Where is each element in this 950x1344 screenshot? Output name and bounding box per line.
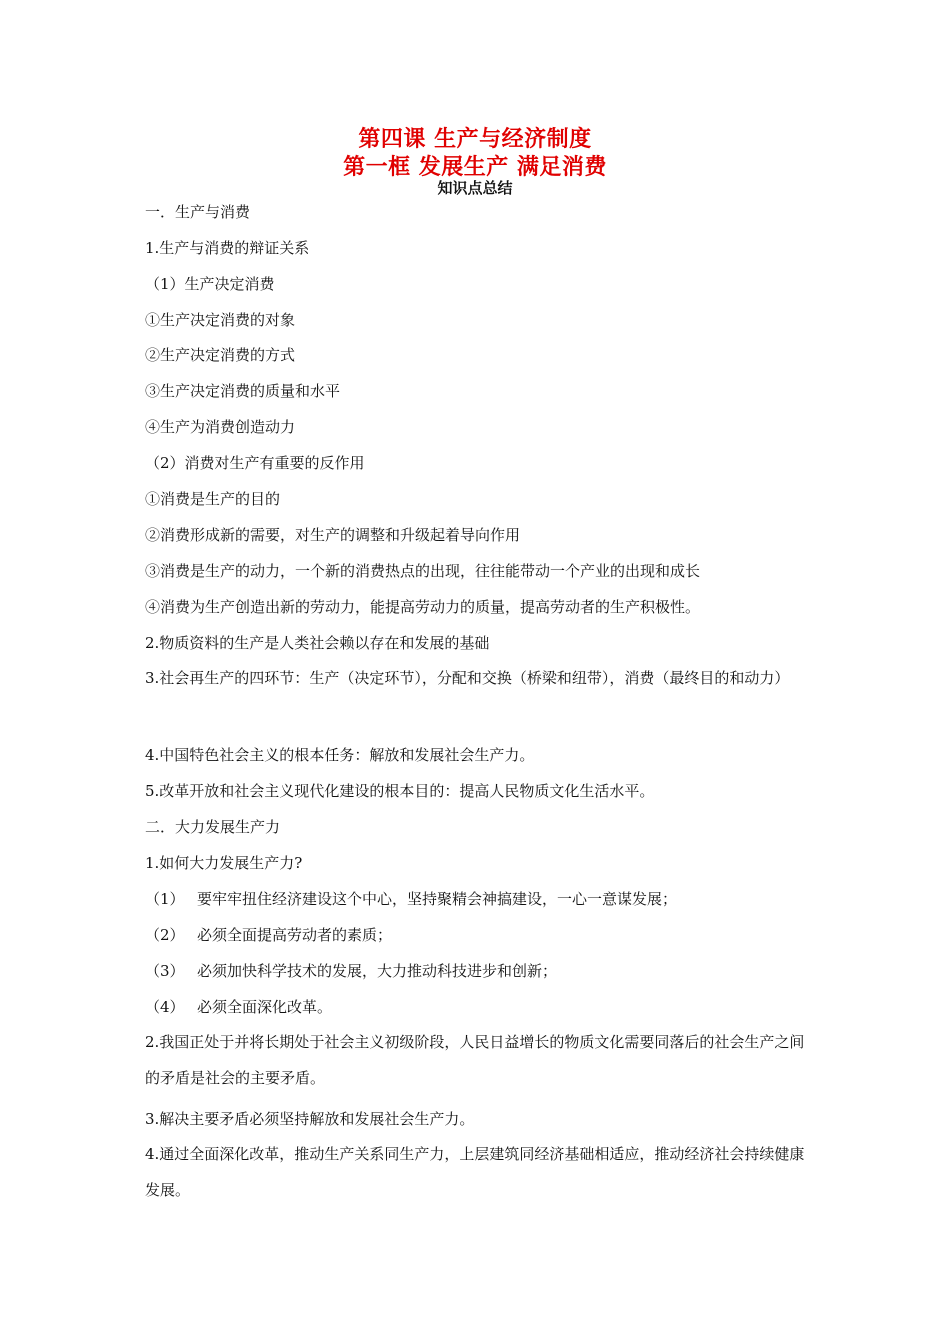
point-number: （2） bbox=[145, 926, 185, 944]
section1-item4: 4.中国特色社会主义的根本任务：解放和发展社会生产力。 bbox=[145, 746, 535, 764]
point-text: 必须加快科学技术的发展，大力推动科技进步和创新； bbox=[197, 962, 558, 980]
section2-point4 bbox=[145, 997, 332, 1017]
section1-item3: 3.社会再生产的四环节：生产（决定环节），分配和交换（桥梁和纽带），消费（最终目的和动力） bbox=[145, 669, 790, 687]
point-text: 要牢牢扭住经济建设这个中心，坚持聚精会神搞建设，一心一意谋发展； bbox=[197, 890, 678, 908]
section1-sub2: （2）消费对生产有重要的反作用 bbox=[145, 454, 365, 472]
point-text: 必须全面深化改革。 bbox=[197, 998, 333, 1016]
section1-sub2-b: ②消费形成新的需要，对生产的调整和升级起着导向作用 bbox=[145, 526, 521, 544]
section1-item2: 2.物质资料的生产是人类社会赖以存在和发展的基础 bbox=[145, 634, 490, 652]
section1-sub1-b: ②生产决定消费的方式 bbox=[145, 346, 296, 364]
section1-sub1-c: ③生产决定消费的质量和水平 bbox=[145, 382, 341, 400]
point-number: （1） bbox=[145, 890, 185, 908]
section1-sub2-d: ④消费为生产创造出新的劳动力，能提高劳动力的质量，提高劳动者的生产积极性。 bbox=[145, 598, 701, 616]
section2-point1 bbox=[145, 889, 677, 909]
section2-item3: 3.解决主要矛盾必须坚持解放和发展社会生产力。 bbox=[145, 1110, 475, 1128]
section1-heading: 一．生产与消费 bbox=[145, 203, 251, 221]
section1-sub1: （1）生产决定消费 bbox=[145, 275, 275, 293]
section-title: 第一框 发展生产 满足消费 bbox=[343, 155, 607, 180]
section1-item5: 5.改革开放和社会主义现代化建设的根本目的：提高人民物质文化生活水平。 bbox=[145, 782, 655, 800]
lesson-title: 第四课 生产与经济制度 bbox=[358, 127, 592, 152]
point-number: （4） bbox=[145, 998, 185, 1016]
section1-sub2-a: ①消费是生产的目的 bbox=[145, 490, 281, 508]
section1-sub1-d: ④生产为消费创造动力 bbox=[145, 418, 296, 436]
section2-item2: 2.我国正处于并将长期处于社会主义初级阶段，人民日益增长的物质文化需要同落后的社会生产之间的矛盾是社会的主要矛盾。 bbox=[145, 1033, 805, 1087]
section1-sub2-c: ③消费是生产的动力，一个新的消费热点的出现，往往能带动一个产业的出现和成长 bbox=[145, 562, 701, 580]
section2-item1: 1.如何大力发展生产力? bbox=[145, 854, 303, 872]
summary-subtitle: 知识点总结 bbox=[437, 179, 513, 197]
section2-point2 bbox=[145, 925, 392, 945]
point-text: 必须全面提高劳动者的素质； bbox=[197, 926, 393, 944]
section2-point3 bbox=[145, 961, 557, 981]
section2-heading: 二．大力发展生产力 bbox=[145, 818, 281, 836]
section1-sub1-a: ①生产决定消费的对象 bbox=[145, 311, 296, 329]
section2-item4: 4.通过全面深化改革，推动生产关系同生产力，上层建筑同经济基础相适应，推动经济社会持续健康发展。 bbox=[145, 1145, 805, 1199]
section1-item1: 1.生产与消费的辩证关系 bbox=[145, 239, 310, 257]
point-number: （3） bbox=[145, 962, 185, 980]
